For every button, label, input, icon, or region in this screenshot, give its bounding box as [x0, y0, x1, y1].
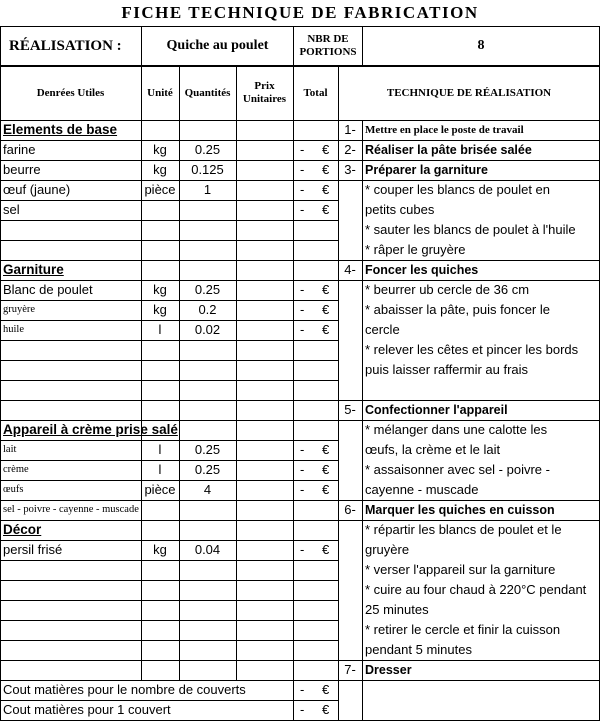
ingredient-unit: pièce: [144, 482, 176, 497]
grid-line: [0, 600, 338, 601]
total-dash: -: [300, 282, 305, 297]
ingredient-name: œuf (jaune): [3, 182, 71, 197]
step-number: 6-: [344, 502, 356, 517]
step-number: 4-: [344, 262, 356, 277]
ingredient-name: sel: [3, 202, 20, 217]
ingredient-name: œufs: [3, 484, 24, 495]
total-dash: -: [300, 682, 305, 697]
recipe-name-cell: [141, 26, 294, 66]
grid-line: [0, 360, 338, 361]
ingredient-name: sel - poivre - cayenne - muscade: [3, 504, 139, 515]
realisation-label: RÉALISATION :: [9, 37, 122, 54]
grid-line: [0, 660, 338, 661]
total-dash: -: [300, 442, 305, 457]
ingredient-unit: l: [158, 442, 162, 457]
portions-label-line2: PORTIONS: [299, 46, 357, 58]
total-currency: €: [322, 542, 330, 557]
ingredient-quantity: 0.25: [194, 282, 221, 297]
grid-line: [362, 120, 363, 720]
total-dash: -: [300, 142, 305, 157]
total-currency: €: [322, 442, 330, 457]
total-currency: €: [322, 142, 330, 157]
ingredient-name: persil frisé: [3, 542, 63, 557]
total-currency: €: [322, 482, 330, 497]
col-prix-line2: Unitaires: [242, 93, 287, 105]
technique-detail: * abaisser la pâte, puis foncer le: [365, 302, 550, 317]
ingredient-quantity: 4: [203, 482, 212, 497]
technique-detail: * assaisonner avec sel - poivre -: [365, 462, 550, 477]
section-heading: Décor: [3, 522, 42, 537]
ingredient-quantity: 0.25: [194, 462, 221, 477]
portions-value: 8: [477, 38, 485, 53]
ingredient-quantity: 0.25: [194, 142, 221, 157]
ingredient-unit: kg: [153, 542, 167, 557]
technique-detail: puis laisser raffermir au frais: [365, 362, 529, 377]
ingredient-name: crème: [3, 464, 29, 475]
col-prix-line1: Prix: [254, 80, 275, 92]
technique-detail: * sauter les blancs de poulet à l'huile: [365, 222, 576, 237]
technique-detail: gruyère: [365, 542, 410, 557]
portions-label-line1: NBR DE: [307, 33, 349, 45]
technique-detail: * couper les blancs de poulet en: [365, 182, 551, 197]
grid-line: [236, 66, 237, 680]
grid-line: [0, 66, 600, 67]
total-currency: €: [322, 302, 330, 317]
step-title: Foncer les quiches: [365, 263, 479, 277]
technique-detail: 25 minutes: [365, 602, 429, 617]
step-number: 1-: [344, 122, 356, 137]
recipe-name: Quiche au poulet: [166, 38, 269, 53]
step-number: 5-: [344, 402, 356, 417]
total-dash: -: [300, 462, 305, 477]
col-prix: [236, 66, 293, 120]
step-number: 3-: [344, 162, 356, 177]
ingredient-unit: kg: [153, 142, 167, 157]
technique-detail: cercle: [365, 322, 400, 337]
total-dash: -: [300, 322, 305, 337]
technique-detail: * verser l'appareil sur la garniture: [365, 562, 556, 577]
total-currency: €: [322, 182, 330, 197]
portions-value-cell: [362, 26, 600, 66]
ingredient-quantity: 1: [203, 182, 212, 197]
ingredient-name: huile: [3, 324, 24, 335]
technique-detail: * râper le gruyère: [365, 242, 466, 257]
sheet-title: FICHE TECHNIQUE DE FABRICATION: [121, 3, 479, 22]
total-dash: -: [300, 702, 305, 717]
grid-line: [0, 580, 338, 581]
col-total: Total: [303, 86, 328, 99]
step-title: Mettre en place le poste de travail: [365, 124, 524, 136]
ingredient-unit: kg: [153, 302, 167, 317]
total-currency: €: [322, 462, 330, 477]
ingredient-unit: l: [158, 322, 162, 337]
grid-line: [0, 340, 338, 341]
ingredient-unit: l: [158, 462, 162, 477]
technique-detail: pendant 5 minutes: [365, 642, 472, 657]
technique-detail: * mélanger dans une calotte les: [365, 422, 548, 437]
grid-line: [0, 560, 338, 561]
ingredient-name: lait: [3, 444, 17, 455]
total-dash: -: [300, 482, 305, 497]
grid-line: [0, 66, 1, 720]
total-currency: €: [322, 282, 330, 297]
grid-line: [338, 720, 600, 721]
technique-detail: * répartir les blancs de poulet et le: [365, 522, 562, 537]
ingredient-unit: kg: [153, 162, 167, 177]
ingredient-name: farine: [3, 142, 36, 157]
section-heading: Garniture: [3, 262, 64, 277]
step-title: Réaliser la pâte brisée salée: [365, 143, 532, 157]
total-dash: -: [300, 182, 305, 197]
footer-label: Cout matières pour 1 couvert: [3, 702, 171, 717]
ingredient-unit: kg: [153, 282, 167, 297]
grid-line: [293, 66, 294, 680]
ingredient-name: beurre: [3, 162, 41, 177]
grid-line: [0, 640, 338, 641]
ingredient-quantity: 0.25: [194, 442, 221, 457]
grid-line: [0, 720, 338, 721]
grid-line: [0, 620, 338, 621]
footer-label: Cout matières pour le nombre de couverts: [3, 682, 246, 697]
total-currency: €: [322, 162, 330, 177]
col-quantites: Quantités: [184, 86, 231, 99]
step-number: 7-: [344, 662, 356, 677]
total-dash: -: [300, 542, 305, 557]
step-title: Préparer la garniture: [365, 163, 488, 177]
total-currency: €: [322, 322, 330, 337]
grid-line: [0, 240, 338, 241]
total-dash: -: [300, 202, 305, 217]
ingredient-unit: pièce: [144, 182, 176, 197]
col-unite: Unité: [147, 86, 173, 99]
grid-line: [293, 680, 294, 720]
grid-line: [0, 220, 338, 221]
total-currency: €: [322, 202, 330, 217]
realisation-label-cell: [0, 26, 142, 66]
total-currency: €: [322, 682, 330, 697]
grid-line: [0, 400, 338, 401]
col-technique: TECHNIQUE DE RÉALISATION: [386, 86, 552, 99]
technique-detail: * cuire au four chaud à 220°C pendant: [365, 582, 587, 597]
technique-detail: petits cubes: [365, 202, 435, 217]
step-number: 2-: [344, 142, 356, 157]
section-heading: Appareil à crème prise salé: [3, 422, 178, 437]
total-dash: -: [300, 162, 305, 177]
col-denrees: Denrées Utiles: [36, 86, 105, 99]
ingredient-name: Blanc de poulet: [3, 282, 93, 297]
technique-detail: * beurrer ub cercle de 36 cm: [365, 282, 530, 297]
step-title: Dresser: [365, 663, 412, 677]
step-title: Confectionner l'appareil: [365, 403, 508, 417]
technique-detail: cayenne - muscade: [365, 482, 479, 497]
technique-detail: * retirer le cercle et finir la cuisson: [365, 622, 561, 637]
ingredient-quantity: 0.2: [198, 302, 217, 317]
section-heading: Elements de base: [3, 122, 118, 137]
ingredient-quantity: 0.02: [194, 322, 221, 337]
grid-line: [338, 680, 600, 681]
ingredient-name: gruyère: [3, 304, 36, 315]
portions-label-cell: [293, 26, 363, 66]
technique-detail: œufs, la crème et le lait: [365, 442, 501, 457]
step-title: Marquer les quiches en cuisson: [365, 503, 555, 517]
ingredient-quantity: 0.04: [194, 542, 221, 557]
ingredient-quantity: 0.125: [191, 162, 224, 177]
total-dash: -: [300, 302, 305, 317]
technique-detail: * relever les cêtes et pincer les bords: [365, 342, 579, 357]
grid-line: [0, 380, 338, 381]
total-currency: €: [322, 702, 330, 717]
